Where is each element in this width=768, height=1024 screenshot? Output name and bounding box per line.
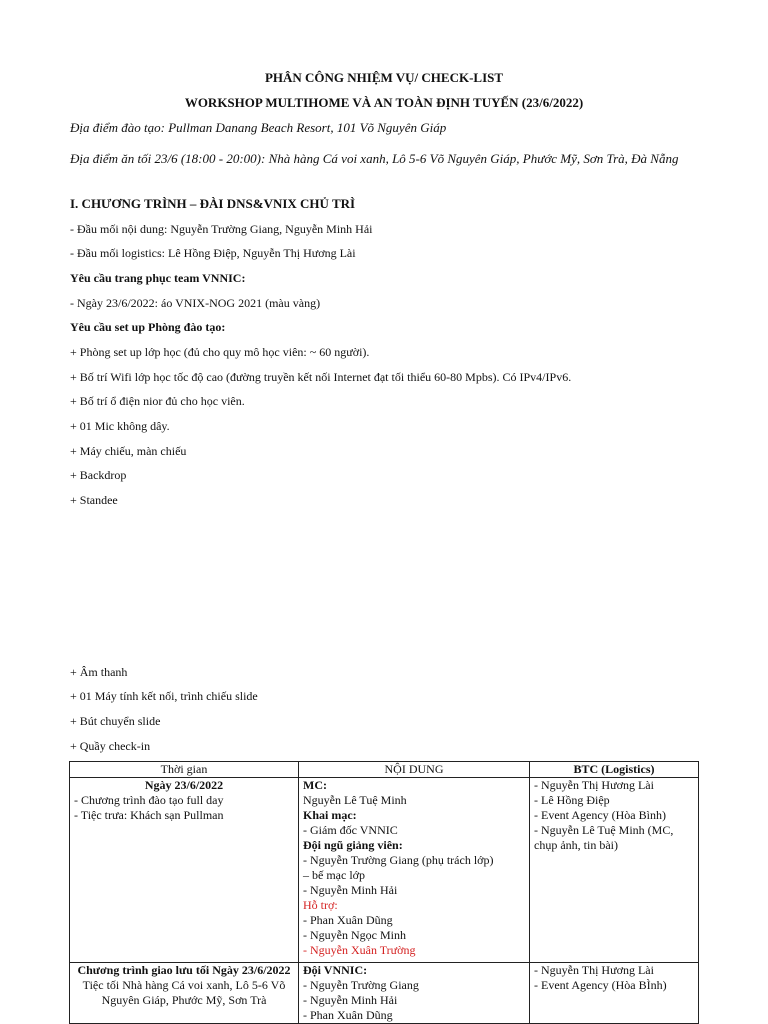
setup-item: + Bút chuyển slide — [70, 714, 161, 728]
btc-cell — [530, 963, 699, 1024]
btc-person: - Nguyễn Thị Hương Lài — [534, 963, 654, 977]
document-subtitle: WORKSHOP MULTIHOME VÀ AN TOÀN ĐỊNH TUYẾN (23/6/2022) — [184, 95, 584, 110]
support-person: - Nguyễn Ngọc Minh — [303, 928, 406, 942]
team-member: - Phan Xuân Dũng — [303, 1008, 393, 1022]
team-label: Đội VNNIC: — [303, 963, 368, 977]
setup-item: + Backdrop — [70, 468, 127, 482]
setup-heading: Yêu cầu set up Phòng đào tạo: — [70, 320, 226, 334]
setup-item: + Máy chiếu, màn chiếu — [70, 444, 187, 458]
schedule-table — [69, 761, 699, 1024]
table-header-row — [70, 762, 699, 778]
lecturer: – bế mạc lớp — [303, 868, 365, 882]
content-cell — [299, 778, 530, 963]
lecturer: - Nguyễn Trường Giang (phụ trách lớp) — [303, 853, 494, 867]
time-line: Tiệc tối Nhà hàng Cá voi xanh, Lô 5-6 Võ Nguyên Giáp, Phước Mỹ, Sơn Trà — [82, 978, 286, 1007]
document-title: PHÂN CÔNG NHIỆM VỤ/ CHECK-LIST — [264, 70, 504, 85]
row-date: Chương trình giao lưu tối Ngày 23/6/2022 — [77, 963, 291, 977]
content-cell — [299, 963, 530, 1024]
support-label: Hỗ trợ: — [303, 898, 338, 912]
btc-cell — [530, 778, 699, 963]
dress-heading: Yêu cầu trang phục team VNNIC: — [70, 271, 246, 285]
team-member: - Nguyễn Trường Giang — [303, 978, 419, 992]
time-line: - Tiệc trưa: Khách sạn Pullman — [74, 808, 224, 822]
time-cell — [70, 778, 299, 963]
setup-item: + Quầy check-in — [70, 739, 151, 753]
setup-item: + Bố trí ổ điện nior đủ cho học viên. — [70, 394, 245, 408]
setup-item: + Âm thanh — [70, 665, 128, 679]
table-row — [70, 778, 699, 963]
lecturers-label: Đội ngũ giảng viên: — [303, 838, 403, 852]
support-person: - Nguyễn Xuân Trường — [303, 943, 416, 957]
row-date: Ngày 23/6/2022 — [144, 778, 224, 792]
column-header-content: NỘI DUNG — [299, 762, 530, 778]
setup-item: + Standee — [70, 493, 118, 507]
support-person: - Phan Xuân Dũng — [303, 913, 393, 927]
content-contact: - Đầu mối nội dung: Nguyễn Trường Giang, Nguyễn Minh Hải — [70, 222, 373, 236]
btc-person: - Event Agency (Hòa BÌnh) — [534, 978, 667, 992]
btc-person: - Event Agency (Hòa Bình) — [534, 808, 666, 822]
time-line: - Chương trình đào tạo full day — [74, 793, 224, 807]
opening-label: Khai mạc: — [303, 808, 357, 822]
dress-item: - Ngày 23/6/2022: áo VNIX-NOG 2021 (màu vàng) — [70, 296, 321, 310]
btc-person: - Lê Hồng Điệp — [534, 793, 610, 807]
time-cell — [70, 963, 299, 1024]
btc-person: - Nguyễn Thị Hương Lài — [534, 778, 654, 792]
team-member: - Nguyễn Minh Hải — [303, 993, 398, 1007]
setup-item: + 01 Mic không dây. — [70, 419, 170, 433]
logistics-contact: - Đầu mối logistics: Lê Hồng Điệp, Nguyễn Thị Hương Lài — [70, 246, 356, 260]
column-header-time: Thời gian — [70, 762, 299, 778]
dinner-venue: Địa điểm ăn tối 23/6 (18:00 - 20:00): Nhà hàng Cá voi xanh, Lô 5-6 Võ Nguyên Giáp, Phước Mỹ, Sơn Trà, Đà Nẵng — [70, 151, 679, 166]
opening-item: - Giám đốc VNNIC — [303, 823, 398, 837]
section-heading: I. CHƯƠNG TRÌNH – ĐÀI DNS&VNIX CHỦ TRÌ — [70, 196, 356, 211]
training-venue: Địa điểm đào tạo: Pullman Danang Beach Resort, 101 Võ Nguyên Giáp — [70, 120, 447, 135]
setup-item: + Phòng set up lớp học (đủ cho quy mô học viên: ~ 60 người). — [70, 345, 370, 359]
lecturer: - Nguyễn Minh Hải — [303, 883, 398, 897]
setup-item: + Bố trí Wifi lớp học tốc độ cao (đường truyền kết nối Internet đạt tối thiểu 60-80 Mpbs). Có IPv4/IPv6. — [70, 370, 572, 384]
mc-label: MC: — [303, 778, 327, 792]
column-header-btc: BTC (Logistics) — [530, 762, 699, 778]
table-row — [70, 963, 699, 1024]
btc-person: - Nguyễn Lê Tuệ Minh (MC, chụp ảnh, tin bài) — [534, 823, 674, 852]
mc-name: Nguyễn Lê Tuệ Minh — [303, 793, 407, 807]
setup-item: + 01 Máy tính kết nối, trình chiếu slide — [70, 689, 258, 703]
